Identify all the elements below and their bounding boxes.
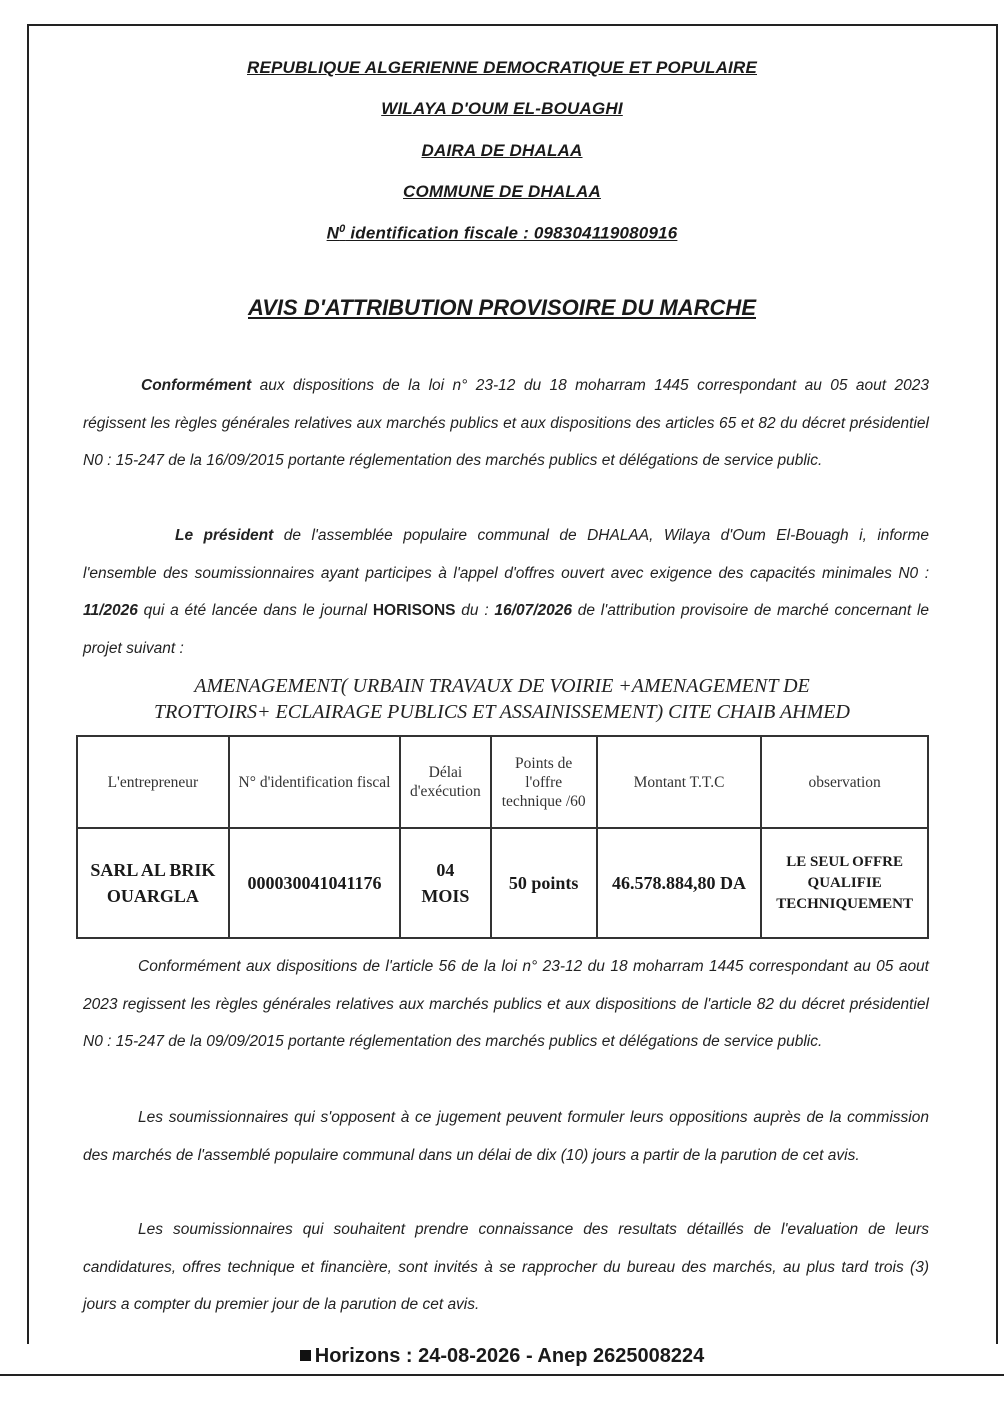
- delai-number: 04: [436, 860, 455, 880]
- entrepreneur-city: OUARGLA: [106, 886, 199, 906]
- col-points: Points de l'offre technique /60: [491, 736, 597, 828]
- para1-lead: Conformément: [141, 377, 252, 394]
- project-line-1: AMENAGEMENT( URBAIN TRAVAUX DE VOIRIE +AMENAGEMENT DE: [194, 675, 810, 697]
- paragraph-results: Les soumissionnaires qui souhaitent prendre connaissance des resultats détaillés de l'evaluation de leurs candidatures, offres technique et financière, sont invités à se rapprocher du bureau des marchés, au plus tard trois (3) jours a compter du premier jour de la parution de cet avis.: [83, 1221, 929, 1313]
- para2-number: 11/2026: [83, 602, 138, 619]
- para1-text: aux dispositions de la loi n° 23-12 du 18 moharram 1445 correspondant au 05 aout 2023 régissent les règles générales relatives aux marchés publics et aux dispositions des articles 65 et 82 du décret présidentiel N0 : 15-247 de la 16/09/2015 portante réglementation des marchés publics et délégations de service public.: [83, 377, 929, 469]
- paragraph-oppositions: Les soumissionnaires qui s'opposent à ce jugement peuvent formuler leurs oppositions auprès de la commission des marchés de l'assemblé populaire communal dans un délai de dix (10) jours a partir de la parution de cet avis.: [83, 1109, 929, 1164]
- obs-line-3: TECHNIQUEMENT: [776, 895, 913, 912]
- obs-line-2: QUALIFIE: [807, 874, 882, 891]
- header-daira: DAIRA DE DHALAA: [421, 141, 583, 160]
- para2-date: 16/07/2026: [494, 602, 572, 619]
- cell-observation: [761, 828, 928, 938]
- entrepreneur-name: SARL AL BRIK: [90, 860, 216, 880]
- square-bullet-icon: [300, 1350, 311, 1361]
- col-observation: observation: [761, 736, 928, 828]
- delai-unit: MOIS: [421, 886, 470, 906]
- col-nif: N° d'identification fiscal: [229, 736, 400, 828]
- paragraph-legal-basis: [83, 367, 929, 480]
- para2-lead: Le président: [175, 527, 274, 544]
- paragraph-president: [83, 517, 929, 667]
- para2-text1: de l'assemblée populaire communal de DHALAA, Wilaya d'Oum El-Bouagh i, informe l'ensemble des soumissionnaires ayant participes à l'appel d'offres ouvert avec exigence des capacités minimales N0 :: [83, 527, 929, 582]
- bottom-divider: [0, 1374, 1004, 1376]
- award-table: [76, 735, 929, 939]
- table-row: [77, 828, 928, 938]
- header-wilaya: WILAYA D'OUM EL-BOUAGHI: [381, 99, 623, 118]
- para2-journal: HORISONS: [372, 602, 456, 619]
- fiscal-sup: 0: [339, 223, 346, 235]
- table-header-row: [77, 736, 928, 828]
- para2-text4: de l'attribution provisoire de marché concernant le projet suivant :: [83, 602, 930, 657]
- project-title: [0, 673, 1004, 725]
- cell-montant: 46.578.884,80 DA: [597, 828, 762, 938]
- cell-nif: 000030041041176: [229, 828, 400, 938]
- project-line-2: TROTTOIRS+ ECLAIRAGE PUBLICS ET ASSAINISSEMENT) CITE CHAIB AHMED: [154, 701, 850, 723]
- footer-publication: [0, 1345, 1004, 1368]
- header-commune: COMMUNE DE DHALAA: [403, 182, 601, 201]
- cell-points: 50 points: [491, 828, 597, 938]
- obs-line-1: LE SEUL OFFRE: [786, 853, 903, 870]
- fiscal-prefix: N: [326, 223, 340, 243]
- cell-delai: [400, 828, 490, 938]
- col-montant: Montant T.T.C: [597, 736, 762, 828]
- para2-text3: du :: [455, 602, 495, 619]
- cell-entrepreneur: [77, 828, 229, 938]
- col-delai: Délai d'exécution: [400, 736, 490, 828]
- footer-text: Horizons : 24-08-2026 - Anep 2625008224: [314, 1345, 705, 1367]
- col-entrepreneur: L'entrepreneur: [77, 736, 229, 828]
- paragraph-article-56: Conformément aux dispositions de l'article 56 de la loi n° 23-12 du 18 moharram 1445 correspondant au 05 aout 2023 regissent les règles générales relatives aux marchés publics et aux dispositions de l'article 82 du décret présidentiel N0 : 15-247 de la 09/09/2015 portante réglementation des marchés publics et délégations de service public.: [83, 958, 929, 1050]
- fiscal-rest: identification fiscale : 098304119080916: [345, 223, 678, 243]
- header-republic: REPUBLIQUE ALGERIENNE DEMOCRATIQUE ET POPULAIRE: [247, 58, 757, 77]
- header-fiscal-id: [0, 223, 1004, 244]
- notice-title: AVIS D'ATTRIBUTION PROVISOIRE DU MARCHE: [248, 295, 756, 320]
- para2-text2: qui a été lancée dans le journal: [137, 602, 373, 619]
